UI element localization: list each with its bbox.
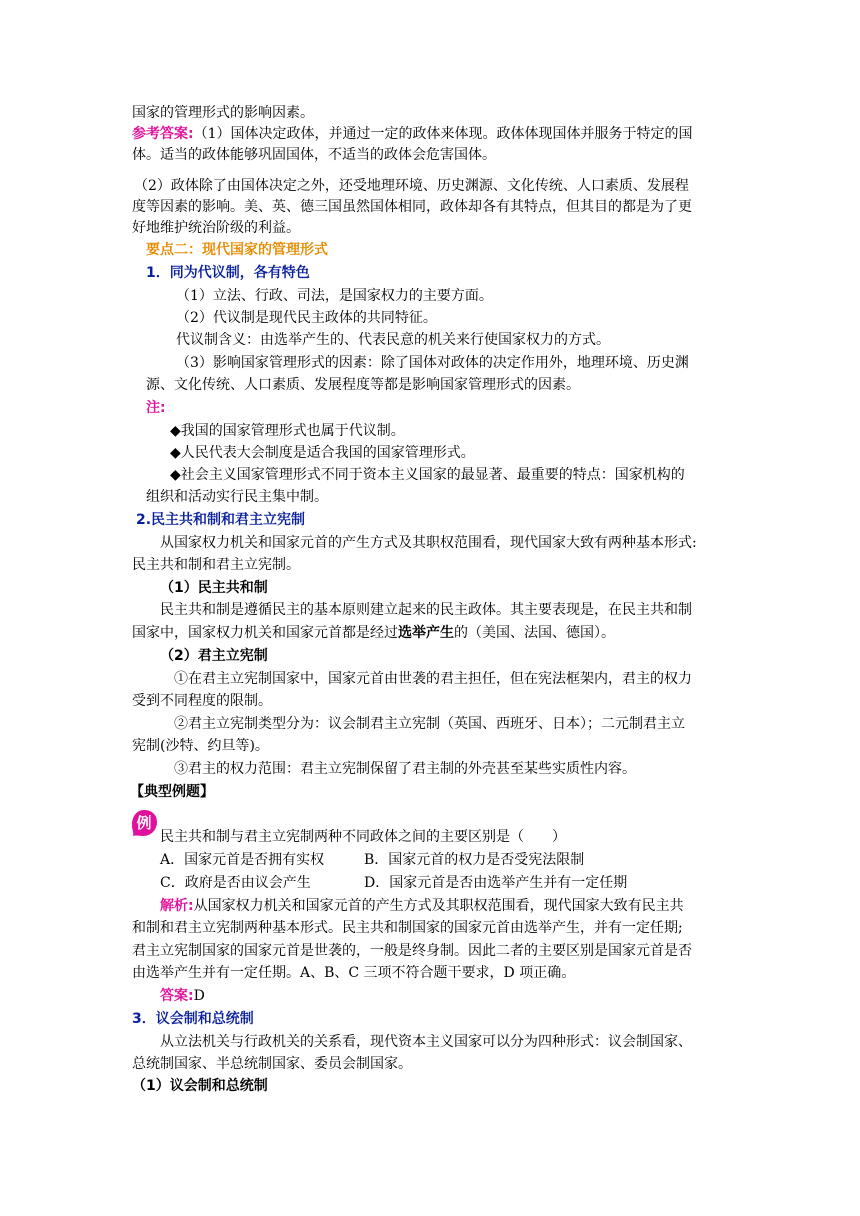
typical-example-heading: 【典型例题】 [130,784,214,800]
text-line: 总统制国家、半总统制国家、委员会制国家。 [132,1056,412,1072]
text-line: 国家的管理形式的影响因素。 [132,105,314,121]
example-badge-icon [130,809,158,837]
option-d: D．国家元首是否由选举产生并有一定任期 [364,875,628,891]
option-b: B．国家元首的权力是否受宪法限制 [364,852,585,868]
text-line: 好地维护统治阶级的利益。 [132,220,300,236]
answer-key-label: 答案: [160,988,194,1004]
text-line: ②君主立宪制类型分为：议会制君主立宪制（英国、西班牙、日本）；二元制君主立 [174,716,685,732]
text-line: 和制和君主立宪制两种基本形式。民主共和制国家的国家元首由选举产生，并有一定任期; [132,920,683,936]
text-line: 组织和活动实行民主集中制。 [146,489,328,505]
text-line: 从国家权力机关和国家元首的产生方式及其职权范围看，现代国家大致有两种基本形式: [160,535,697,551]
section-heading: 2.民主共和制和君主立宪制 [136,512,306,528]
subsection-heading: （1）民主共和制 [160,580,268,596]
section-heading: 3．议会制和总统制 [132,1011,254,1027]
text-line: 从立法机关与行政机关的关系看，现代资本主义国家可以分为四种形式：议会制国家、 [160,1034,692,1050]
note-label: 注: [146,400,166,416]
answer-key-value: D [193,988,205,1004]
text-line: （1）立法、行政、司法，是国家权力的主要方面。 [176,288,493,304]
key-point-heading: 要点二：现代国家的管理形式 [146,242,328,258]
section-heading: 1．同为代议制，各有特色 [146,265,310,281]
answer-label: 参考答案: [132,126,194,142]
text-line: （3）影响国家管理形式的因素：除了国体对政体的决定作用外，地理环境、历史渊 [176,355,689,371]
text-line: 从国家权力机关和国家元首的产生方式及其职权范围看，现代国家大致有民主共 [193,898,684,914]
bullet-item: ◆社会主义国家管理形式不同于资本主义国家的最显著、最重要的特点：国家机构的 [170,467,685,483]
text-line [132,623,732,644]
text-line: 度等因素的影响。美、英、德三国虽然国体相同，政体却各有其特点，但其目的都是为了更 [132,199,692,215]
text-line: 民主共和制是遵循民主的基本原则建立起来的民主政体。其主要表现是，在民主共和制 [160,602,692,618]
text-span: 的（美国、法国、德国）。 [454,625,615,641]
text-line: 君主立宪制国家的国家元首是世袭的，一般是终身制。因此二者的主要区别是国家元首是否 [132,943,692,959]
text-line: （1）国体决定政体，并通过一定的政体来体现。政体体现国体并服务于特定的国 [193,126,693,142]
option-a: A．国家元首是否拥有实权 [160,852,325,868]
subsection-heading: （2）君主立宪制 [160,648,268,664]
text-line: （2）政体除了由国体决定之外，还受地理环境、历史渊源、文化传统、人口素质、发展程 [134,178,689,194]
answer-paragraph [132,124,732,145]
text-line: ①在君主立宪制国家中，国家元首由世袭的君主担任，但在宪法框架内，君主的权力 [174,671,692,687]
text-line: 受到不同程度的限制。 [132,693,272,709]
text-line: 代议制含义：由选举产生的、代表民意的机关来行使国家权力的方式。 [176,332,610,348]
bullet-item: ◆我国的国家管理形式也属于代议制。 [170,423,405,439]
analysis-paragraph [160,896,760,917]
text-line: 宪制(沙特、约旦等)。 [132,738,269,754]
subsection-heading: （1）议会制和总统制 [132,1078,268,1094]
text-line: 民主共和制和君主立宪制。 [132,557,300,573]
question-text: 民主共和制与君主立宪制两种不同政体之间的主要区别是（ ） [160,829,566,845]
answer-key [160,986,760,1007]
bullet-item: ◆人民代表大会制度是适合我国的国家管理形式。 [170,445,475,461]
text-line: 由选举产生并有一定任期。A、B、C 三项不符合题干要求，D 项正确。 [132,965,576,981]
emphasis-text: 选举产生 [398,625,454,641]
text-line: ③君主的权力范围：君主立宪制保留了君主制的外壳甚至某些实质性内容。 [174,761,636,777]
example-badge-text: 例 [136,814,152,832]
text-line: （2）代议制是现代民主政体的共同特征。 [176,310,437,326]
text-span: 国家中，国家权力机关和国家元首都是经过 [132,625,398,641]
option-c: C．政府是否由议会产生 [160,875,311,891]
analysis-label: 解析: [160,898,194,914]
text-line: 体。适当的政体能够巩固国体，不适当的政体会危害国体。 [132,147,496,163]
text-line: 源、文化传统、人口素质、发展程度等都是影响国家管理形式的因素。 [146,377,580,393]
